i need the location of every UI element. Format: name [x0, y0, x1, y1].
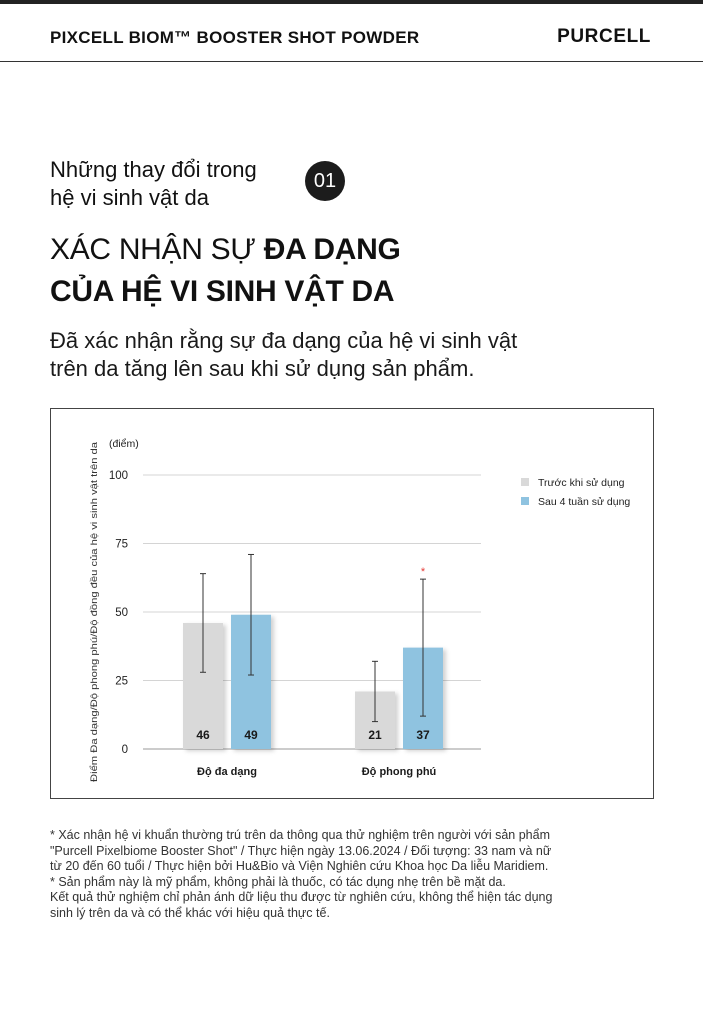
lead-line-1: Đã xác nhận rằng sự đa dạng của hệ vi sinh vật: [50, 328, 518, 353]
legend-swatch: [521, 497, 529, 505]
y-unit-label: (điểm): [109, 438, 139, 450]
top-bar: [0, 0, 703, 62]
footnote-line: "Purcell Pixelbiome Booster Shot" / Thực hiện ngày 13.06.2024 / Đối tượng: 33 nam và nữ: [50, 843, 552, 858]
title-bold-text: ĐA DẠNG: [263, 233, 401, 266]
bar-value-label: 46: [196, 728, 210, 742]
bar-value-label: 37: [416, 728, 430, 742]
bar-value-label: 21: [368, 728, 382, 742]
subheading-line-1: Những thay đổi trong: [50, 157, 257, 182]
legend-label: Sau 4 tuần sử dụng: [538, 496, 631, 508]
title-bold-text-2: CỦA HỆ VI SINH VẬT DA: [50, 275, 395, 308]
y-tick-label: 25: [115, 675, 128, 688]
lead-line-2: trên da tăng lên sau khi sử dụng sản phẩm.: [50, 356, 475, 381]
brand-logo: PURCELL: [557, 26, 651, 47]
bar-chart: [51, 409, 653, 798]
subheading-line-2: hệ vi sinh vật da: [50, 185, 209, 210]
footnote-line: Kết quả thử nghiệm chỉ phản ánh dữ liệu thu được từ nghiên cứu, không thể hiện tác dụng: [50, 890, 553, 904]
y-axis-title: Điểm Đa dạng/Độ phong phú/Độ đồng đều của hệ vi sinh vật trên da: [89, 493, 100, 782]
section-number-badge: 01: [305, 161, 345, 201]
title-line-1: [50, 229, 401, 271]
x-category-label: Độ đa dạng: [197, 766, 257, 778]
y-tick-label: 50: [115, 607, 128, 619]
bar-value-label: 49: [244, 728, 258, 742]
chart-panel: [50, 408, 654, 799]
significance-marker: *: [420, 566, 426, 579]
footnote-line: * Xác nhận hệ vi khuẩn thường trú trên da thông qua thử nghiệm trên người với sản phẩm: [50, 828, 550, 842]
product-name: PIXCELL BIOM™ BOOSTER SHOT POWDER: [50, 28, 420, 47]
legend-label: Trước khi sử dụng: [538, 477, 625, 489]
footnotes: [50, 828, 660, 921]
footnote-line: từ 20 đến 60 tuổi / Thực hiện bởi Hu&Bio và Viện Nghiên cứu Khoa học Da liễu Maridiem.: [50, 859, 549, 873]
x-category-label: Độ phong phú: [361, 766, 437, 778]
legend-swatch: [521, 478, 529, 486]
y-tick-label: 100: [108, 470, 128, 482]
title-light-text: XÁC NHẬN SỰ: [50, 233, 264, 266]
footnote-line: * Sản phẩm này là mỹ phẩm, không phải là thuốc, có tác dụng nhẹ trên bề mặt da.: [50, 874, 506, 889]
page-title: [50, 229, 401, 313]
section-subheading: [50, 156, 310, 212]
title-line-2: [50, 271, 401, 313]
y-tick-label: 0: [121, 744, 128, 756]
y-tick-label: 75: [115, 538, 128, 551]
lead-paragraph: [50, 327, 650, 383]
footnote-line: sinh lý trên da và có thể khác với hiệu quả thực tế.: [50, 905, 330, 920]
